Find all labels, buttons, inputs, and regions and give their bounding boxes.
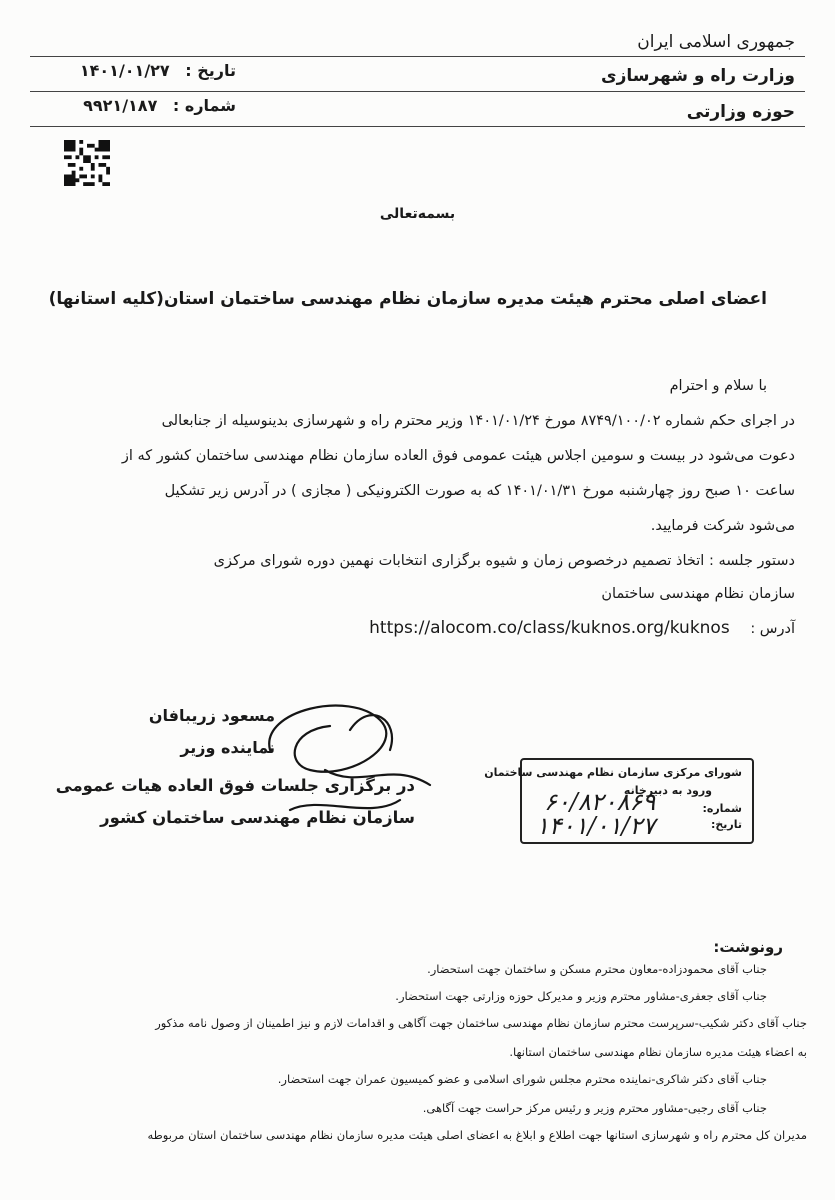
addressee: اعضای اصلی محترم هیئت مدیره سازمان نظام مهندسی ساختمان استان(کلیه استانها)	[48, 289, 767, 309]
cc-item: به اعضاء هیئت مدیره سازمان نظام مهندسی ساختمان استانها.	[509, 1045, 807, 1059]
stamp-number-handwritten: ۶۰/۸۲۰۸۶۹	[544, 788, 656, 816]
signatory-title: نماینده وزیر	[180, 738, 275, 757]
header-divider-1	[30, 56, 805, 57]
cc-item: جناب آقای دکتر شاکری-نماینده محترم مجلس شورای اسلامی و عضو کمیسیون عمران جهت استحضار.	[277, 1072, 767, 1086]
body-line-4: می‌شود شرکت فرمایید.	[650, 518, 795, 534]
cc-title: رونوشت:	[713, 938, 783, 956]
header-divider-2	[30, 91, 805, 92]
number-value: ۹۹۲۱/۱۸۷	[83, 96, 158, 115]
letter-number	[36, 96, 236, 115]
greeting: با سلام و احترام	[669, 378, 767, 394]
stamp-date-label: تاریخ:	[710, 818, 742, 831]
ministry-name: وزارت راه و شهرسازی	[600, 66, 795, 86]
date-value: ۱۴۰۱/۰۱/۲۷	[79, 61, 170, 80]
department-name: حوزه وزارتی	[686, 102, 795, 122]
agenda-line-1: دستور جلسه : اتخاذ تصمیم درخصوص زمان و شیوه برگزاری انتخابات نهمین دوره شورای مرکزی	[213, 553, 795, 569]
stamp-number-label: شماره:	[702, 802, 742, 815]
stamp-date-handwritten: ۱۴۰۱/۰۱/۲۷	[536, 812, 656, 840]
signatory-role-2: سازمان نظام مهندسی ساختمان کشور	[100, 808, 415, 827]
cc-item: جناب آقای جعفری-مشاور محترم وزیر و مدیرکل حوزه وزارتی جهت استحضار.	[395, 989, 767, 1003]
qr-code-icon	[64, 140, 110, 186]
agenda-line-2: سازمان نظام مهندسی ساختمان	[601, 586, 795, 602]
date-label: تاریخ :	[185, 61, 236, 80]
cc-item: جناب آقای محمودزاده-معاون محترم مسکن و ساختمان جهت استحضار.	[427, 962, 767, 976]
header-divider-3	[30, 126, 805, 127]
signatory-name: مسعود زریبافان	[148, 706, 275, 725]
body-line-1: در اجرای حکم شماره ۸۷۴۹/۱۰۰/۰۲ مورخ ۱۴۰۱/۰۱/۲۴ وزیر محترم راه و شهرسازی بدینوسیله از جنابعالی	[161, 413, 795, 429]
letterhead	[535, 32, 795, 128]
cc-item: مدیران کل محترم راه و شهرسازی استانها جهت اطلاع و ابلاغ به اعضای اصلی هیئت مدیره سازمان نظام مهندسی ساختمان استان مربوطه	[147, 1128, 807, 1142]
address-label: آدرس :	[750, 621, 795, 637]
number-label: شماره :	[172, 96, 236, 115]
stamp-entry: ورود به دبیرخانه	[623, 784, 712, 797]
body-line-3: ساعت ۱۰ صبح روز چهارشنبه مورخ ۱۴۰۱/۰۱/۳۱ که به صورت الکترونیکی ( مجازی ) در آدرس زیر تشکیل	[164, 483, 795, 499]
signatory-role-1: در برگزاری جلسات فوق العاده هیات عمومی	[55, 776, 415, 795]
cc-item: جناب آقای دکتر شکیب-سرپرست محترم سازمان نظام مهندسی ساختمان جهت آگاهی و اقدامات لازم و نیز اطمینان از وصول نامه مذکور	[155, 1016, 807, 1030]
body-line-2: دعوت می‌شود در بیست و سومین اجلاس هیئت عمومی فوق العاده سازمان نظام مهندسی ساختمان کشور که از	[121, 448, 795, 464]
address-link[interactable]: https://alocom.co/class/kuknos.org/kuknos	[369, 618, 730, 638]
letter-salutation-heading: بسمه‌تعالی	[379, 206, 456, 222]
letter-date	[36, 61, 236, 80]
stamp-org: شورای مرکزی سازمان نظام مهندسی ساختمان	[484, 766, 742, 779]
receipt-stamp	[484, 758, 754, 844]
cc-item: جناب آقای رجبی-مشاور محترم وزیر و رئیس مرکز حراست جهت آگاهی.	[422, 1101, 767, 1115]
address-line	[90, 618, 795, 638]
country-name: جمهوری اسلامی ایران	[637, 32, 795, 52]
